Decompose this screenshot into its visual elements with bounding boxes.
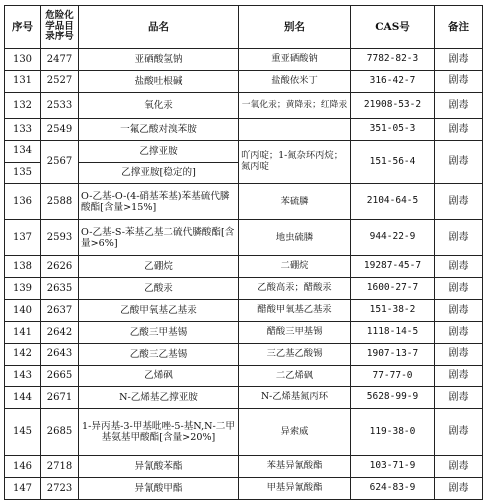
cell-hazard-no: 2477	[41, 49, 79, 71]
cell-cas: 624-83-9	[351, 477, 435, 499]
table-row	[5, 184, 483, 220]
cell-note: 剧毒	[435, 256, 483, 278]
cell-seq: 137	[5, 220, 41, 256]
cell-hazard-no: 2643	[41, 343, 79, 365]
cell-note: 剧毒	[435, 321, 483, 343]
table-row	[5, 278, 483, 300]
cell-hazard-no: 2718	[41, 456, 79, 478]
table-row	[5, 256, 483, 278]
table-row	[5, 343, 483, 365]
cell-alias: 地虫硫膦	[239, 220, 351, 256]
cell-hazard-no: 2671	[41, 387, 79, 409]
cell-cas: 316-42-7	[351, 70, 435, 92]
cell-note: 剧毒	[435, 343, 483, 365]
cell-alias: 一氧化汞；黄降汞；红降汞	[239, 92, 351, 118]
cell-cas: 1907-13-7	[351, 343, 435, 365]
header-alias: 别名	[239, 6, 351, 49]
cell-name: 1-异丙基-3-甲基吡唑-5-基N,N-二甲基氨基甲酸酯[含量>20%]	[79, 409, 239, 456]
cell-cas: 21908-53-2	[351, 92, 435, 118]
cell-name: 乙撑亚胺[稳定的]	[79, 162, 239, 184]
cell-cas: 7782-82-3	[351, 49, 435, 71]
cell-name: 乙硼烷	[79, 256, 239, 278]
cell-note: 剧毒	[435, 365, 483, 387]
cell-hazard-no: 2527	[41, 70, 79, 92]
cell-hazard-no: 2665	[41, 365, 79, 387]
header-row	[5, 6, 483, 49]
cell-seq: 138	[5, 256, 41, 278]
cell-seq: 145	[5, 409, 41, 456]
cell-alias: 醋酸甲氧基乙基汞	[239, 300, 351, 322]
table-row	[5, 409, 483, 456]
cell-name: 乙酸汞	[79, 278, 239, 300]
header-seq: 序号	[5, 6, 41, 49]
cell-hazard-no: 2642	[41, 321, 79, 343]
cell-seq: 141	[5, 321, 41, 343]
cell-seq: 135	[5, 162, 41, 184]
cell-note: 剧毒	[435, 70, 483, 92]
header-product-name: 品名	[79, 6, 239, 49]
cell-note: 剧毒	[435, 92, 483, 118]
cell-seq: 147	[5, 477, 41, 499]
table-row	[5, 70, 483, 92]
cell-alias: 二乙烯砜	[239, 365, 351, 387]
cell-note: 剧毒	[435, 300, 483, 322]
cell-name: 一氟乙酸对溴苯胺	[79, 118, 239, 140]
cell-hazard-no: 2626	[41, 256, 79, 278]
cell-hazard-no: 2593	[41, 220, 79, 256]
cell-alias: 三乙基乙酸锡	[239, 343, 351, 365]
cell-alias: 乙酸高汞；醋酸汞	[239, 278, 351, 300]
cell-seq: 146	[5, 456, 41, 478]
cell-name: O-乙基-S-苯基乙基二硫代膦酸酯[含量>6%]	[79, 220, 239, 256]
table-row	[5, 220, 483, 256]
cell-cas: 103-71-9	[351, 456, 435, 478]
cell-note: 剧毒	[435, 118, 483, 140]
cell-cas: 5628-99-9	[351, 387, 435, 409]
cell-cas: 1118-14-5	[351, 321, 435, 343]
cell-seq: 139	[5, 278, 41, 300]
cell-note: 剧毒	[435, 140, 483, 184]
cell-hazard-no: 2635	[41, 278, 79, 300]
cell-seq: 143	[5, 365, 41, 387]
table-row	[5, 477, 483, 499]
cell-seq: 140	[5, 300, 41, 322]
cell-cas: 77-77-0	[351, 365, 435, 387]
cell-cas: 19287-45-7	[351, 256, 435, 278]
cell-seq: 136	[5, 184, 41, 220]
table-row	[5, 92, 483, 118]
table-row	[5, 387, 483, 409]
cell-name: 乙烯砜	[79, 365, 239, 387]
cell-note: 剧毒	[435, 220, 483, 256]
cell-name: 乙酸三乙基锡	[79, 343, 239, 365]
header-note: 备注	[435, 6, 483, 49]
cell-cas: 119-38-0	[351, 409, 435, 456]
cell-seq: 134	[5, 140, 41, 162]
cell-alias: 甲基异氰酸酯	[239, 477, 351, 499]
table-row	[5, 321, 483, 343]
cell-seq: 130	[5, 49, 41, 71]
cell-alias: 异索威	[239, 409, 351, 456]
cell-hazard-no: 2723	[41, 477, 79, 499]
cell-note: 剧毒	[435, 184, 483, 220]
cell-note: 剧毒	[435, 456, 483, 478]
table-row	[5, 300, 483, 322]
cell-alias: 苯基异氰酸酯	[239, 456, 351, 478]
header-cas: CAS号	[351, 6, 435, 49]
cell-name: 盐酸吐根碱	[79, 70, 239, 92]
cell-cas: 944-22-9	[351, 220, 435, 256]
cell-alias: 二硼烷	[239, 256, 351, 278]
cell-name: 异氰酸甲酯	[79, 477, 239, 499]
cell-alias	[239, 118, 351, 140]
table-row	[5, 140, 483, 162]
cell-note: 剧毒	[435, 477, 483, 499]
cell-cas: 151-56-4	[351, 140, 435, 184]
table-row	[5, 456, 483, 478]
cell-note: 剧毒	[435, 409, 483, 456]
cell-alias: 盐酸依米丁	[239, 70, 351, 92]
table-row	[5, 365, 483, 387]
cell-hazard-no: 2637	[41, 300, 79, 322]
cell-alias: 重亚硒酸钠	[239, 49, 351, 71]
cell-note: 剧毒	[435, 278, 483, 300]
header-hazard-catalog-no: 危险化学品目录序号	[41, 6, 79, 49]
table-row	[5, 49, 483, 71]
cell-seq: 133	[5, 118, 41, 140]
cell-alias: 醋酸三甲基锡	[239, 321, 351, 343]
cell-hazard-no: 2588	[41, 184, 79, 220]
hazardous-chemicals-table	[4, 5, 483, 500]
cell-alias: 苯硫膦	[239, 184, 351, 220]
cell-seq: 144	[5, 387, 41, 409]
cell-name: 氧化汞	[79, 92, 239, 118]
table-row	[5, 118, 483, 140]
cell-seq: 142	[5, 343, 41, 365]
cell-name: 乙酸三甲基锡	[79, 321, 239, 343]
cell-note: 剧毒	[435, 49, 483, 71]
cell-alias: N-乙烯基氮丙环	[239, 387, 351, 409]
cell-name: O-乙基-O-(4-硝基苯基)苯基硫代膦酸酯[含量>15%]	[79, 184, 239, 220]
cell-cas: 1600-27-7	[351, 278, 435, 300]
cell-name: 异氰酸苯酯	[79, 456, 239, 478]
cell-name: 乙酸甲氧基乙基汞	[79, 300, 239, 322]
cell-hazard-no: 2685	[41, 409, 79, 456]
cell-seq: 131	[5, 70, 41, 92]
cell-name: 亚硒酸氢钠	[79, 49, 239, 71]
cell-cas: 151-38-2	[351, 300, 435, 322]
cell-name: 乙撑亚胺	[79, 140, 239, 162]
cell-hazard-no: 2567	[41, 140, 79, 184]
cell-cas: 351-05-3	[351, 118, 435, 140]
cell-hazard-no: 2549	[41, 118, 79, 140]
cell-cas: 2104-64-5	[351, 184, 435, 220]
cell-hazard-no: 2533	[41, 92, 79, 118]
cell-seq: 132	[5, 92, 41, 118]
cell-note: 剧毒	[435, 387, 483, 409]
cell-alias: 吖丙啶；1-氮杂环丙烷；氮丙啶	[239, 140, 351, 184]
cell-name: N-乙烯基乙撑亚胺	[79, 387, 239, 409]
